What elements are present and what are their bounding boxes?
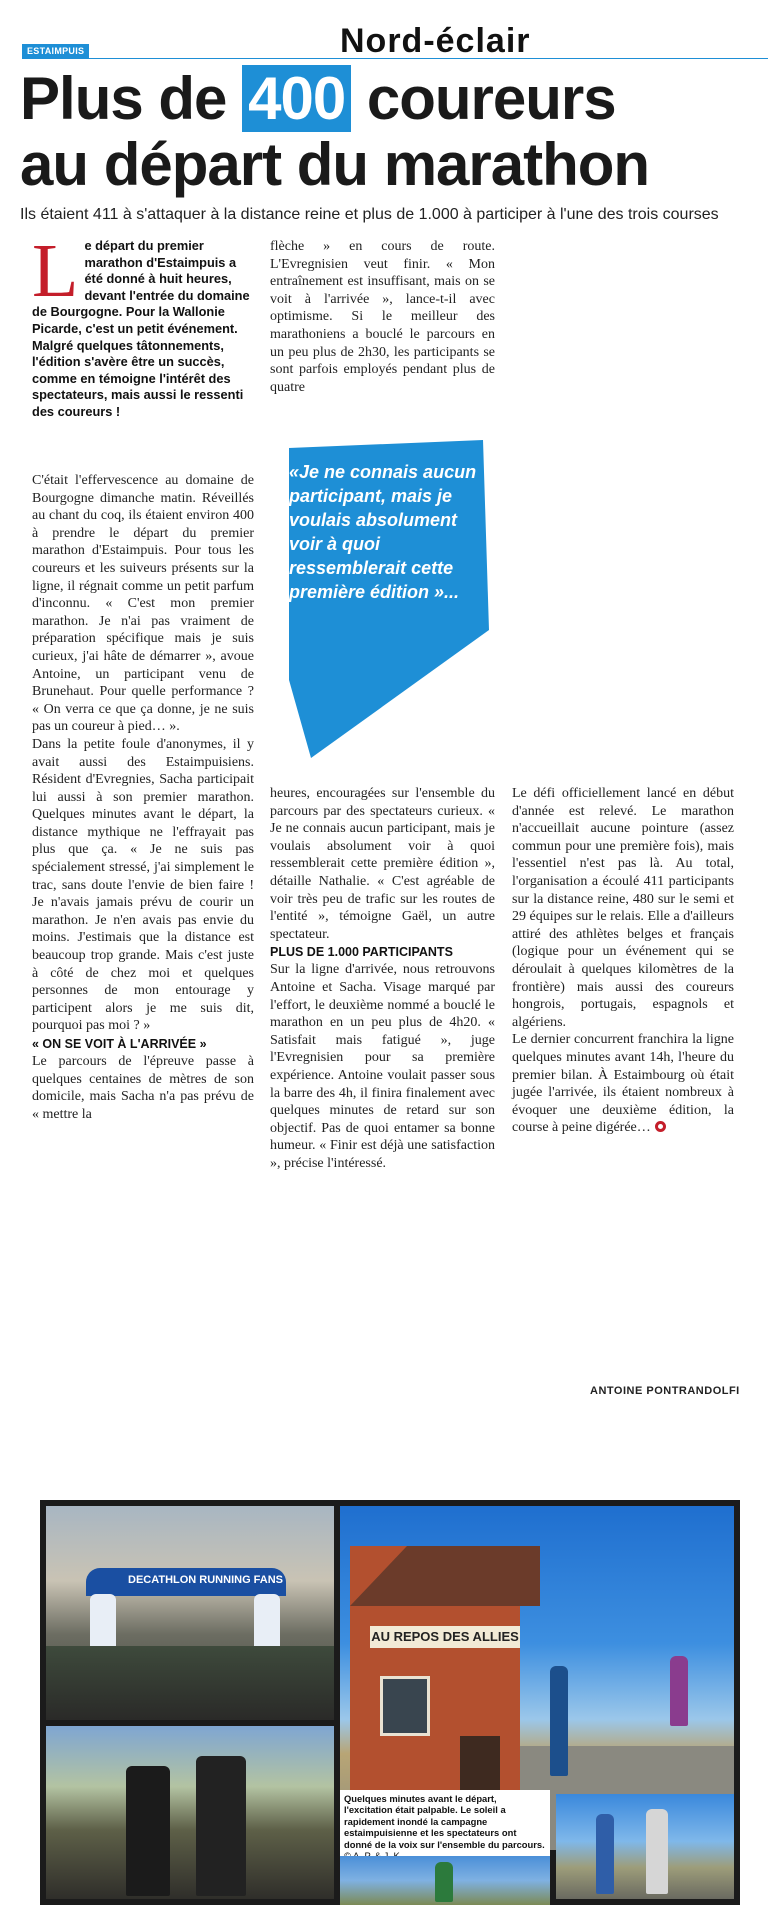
runner-figure xyxy=(196,1756,246,1896)
col2-paragraph-1: heures, encouragées sur l'ensemble du parcours par des spectateurs curieux. « Je ne connais aucun participant, mais je voulais absolument voir à quoi ressemblerait cette première édition », détaille Nathalie. « C'est agréable de voir très peu de trafic sur les routes de l'entité », témoigne Gaël, un autre spectateur. xyxy=(270,786,495,942)
runners-crowd xyxy=(46,1646,334,1720)
article-column-1 xyxy=(32,472,254,1123)
house-window xyxy=(380,1676,430,1736)
arch-banner-text: DECATHLON RUNNING FANS xyxy=(128,1574,284,1586)
runner-figure xyxy=(126,1766,170,1896)
subheadline: Ils étaient 411 à s'attaquer à la distance reine et plus de 1.000 à participer à l'une des trois courses xyxy=(20,206,719,223)
col1-paragraph-3: Le parcours de l'épreuve passe à quelques centaines de mètres de son domicile, mais Sacha n'a pas prévu de « mettre la xyxy=(32,1054,254,1122)
col3-paragraph-1: Le défi officiellement lancé en début d'année est relevé. Le marathon n'accueillait aucune pointure (assez commun pour une première fois), mais l'essentiel n'est pas là. Au total, l'organisation a écoulé 411 participants sur la distance reine, 480 sur le semi et 29 équipes sur le relais. Elle a d'ailleurs attiré des athlètes belges et français (logique pour un événement qui se déroulait à quelques kilomètres de la frontière) mais aussi des coureurs hongrois, portugais, espagnols et algériens. xyxy=(512,786,734,1030)
col1-paragraph-1: C'était l'effervescence au domaine de Bourgogne dimanche matin. Réveillés au chant du coq, ils étaient environ 400 à prendre le départ du premier marathon d'Estaimpuis. Pour tous les coureurs et les suiveurs présents sur la ligne, il régnait comme un petit parfum d'inconnu. « C'est mon premier marathon. Je n'ai pas vraiment de préparation spécifique mais je suis curieux, j'ai hâte de démarrer », avoue Antoine, un participant venu de Brunehaut. Pour quelle performance ? « On verra ce que ça donne, je ne suis pas un coureur à pied… ». xyxy=(32,473,254,735)
photo-start-arch xyxy=(46,1506,334,1720)
col3-paragraph-2 xyxy=(512,1031,734,1137)
runner-figure xyxy=(670,1656,688,1726)
drop-cap: L xyxy=(32,229,79,313)
runner-figure xyxy=(435,1862,453,1902)
headline-number: 400 xyxy=(242,65,351,132)
author-signature: ANTOINE PONTRANDOLFI xyxy=(590,1385,740,1397)
house-roof xyxy=(350,1546,540,1606)
section-rubric: ESTAIMPUIS xyxy=(22,44,89,58)
photo-block xyxy=(40,1500,740,1905)
article-column-2-bottom xyxy=(270,785,495,1172)
article-column-2-top xyxy=(270,238,495,396)
headline-line2: au départ du marathon xyxy=(20,131,650,198)
caption-text: Quelques minutes avant le départ, l'excitation était palpable. Le soleil a rapidement inondé la campagne estaimpuisienne et les spectateurs ont donné de la voix sur l'ensemble du parcours. xyxy=(344,1793,545,1850)
col1-paragraph-2: Dans la petite foule d'anonymes, il y avait aussi des Estaimpuisiens. Résident d'Evregnies, Sacha participait lui aussi à son premier marathon. Quelques minutes avant le départ, la distance mythique ne l'effrayait pas plus que ça. « Je ne suis pas spécialement stressé, j'ai simplement le trac, sans doute l'envie de bien faire ! Je n'avais jamais prévu de courir un marathon. Je n'en avais pas envie du moins. J'estimais que la distance est beaucoup trop grande. Mais c'est juste à côté de chez moi et quelques personnes de mon entourage y participent alors je me suis dit, pourquoi pas moi ? » xyxy=(32,736,254,1034)
pull-quote xyxy=(275,440,495,760)
headline xyxy=(20,66,765,198)
runner-figure xyxy=(550,1666,568,1776)
headline-after: coureurs xyxy=(351,65,616,132)
runner-figure xyxy=(596,1814,614,1894)
newspaper-name: Nord-éclair xyxy=(340,22,531,60)
intertitle-arrivee: « ON SE VOIT À L'ARRIVÉE » xyxy=(32,1037,207,1051)
lead-text: e départ du premier marathon d'Estaimpuis a été donné à huit heures, devant l'entrée du domaine de Bourgogne. Pour la Wallonie Picarde, c'est un petit événement. Malgré quelques tâtonnements, l'édition s'avère être un succès, comme en témoigne l'intérêt des spectateurs, mais aussi le ressenti des coureurs ! xyxy=(32,238,250,419)
lead-paragraph xyxy=(32,229,250,421)
col2-paragraph-top: flèche » en cours de route. L'Evregnisien veut finir. « Mon entraînement est insuffisant, mais on se voit à l'arrivée », lance-t-il avec optimisme. Si le meilleur des marathoniens a bouclé le parcours en un peu plus de 2h30, les participants se sont parfois employés pendant plus de quatre xyxy=(270,239,495,395)
photo-runner-road xyxy=(340,1856,550,1905)
photo-two-runners xyxy=(46,1726,334,1899)
headline-before: Plus de xyxy=(20,65,243,132)
photo-caption xyxy=(340,1790,550,1856)
spectator-figure xyxy=(646,1809,668,1894)
article-column-3 xyxy=(512,785,734,1137)
intertitle-participants: PLUS DE 1.000 PARTICIPANTS xyxy=(270,945,453,960)
house-sign: AU REPOS DES ALLIES xyxy=(370,1626,520,1648)
pull-quote-text: «Je ne connais aucun participant, mais je voulais absolument voir à quoi ressemblerait cette première édition »... xyxy=(289,462,477,602)
end-mark-icon xyxy=(655,1121,666,1132)
photo-finish-handshake xyxy=(556,1794,734,1899)
col2-paragraph-2: Sur la ligne d'arrivée, nous retrouvons Antoine et Sacha. Visage marqué par l'effort, le deuxième nommé a bouclé le marathon en un peu plus de 4h20. « Satisfait mais fatigué », juge l'Evregnisien pour sa première expérience. Antoine voulait passer sous la barre des 4h, il finira finalement avec quelques minutes de retard sur son objectif. Pas de quoi entamer sa bonne humeur. « Finir est déjà une satisfaction », précise l'intéressé. xyxy=(270,962,495,1171)
col3-paragraph-2-text: Le dernier concurrent franchira la ligne quelques minutes avant 14h, l'heure du premier bilan. À Estaimbourg où était jugée l'arrivée, ils étaient nombreux à évoquer une deuxième édition, la course à peine digérée… xyxy=(512,1032,734,1136)
